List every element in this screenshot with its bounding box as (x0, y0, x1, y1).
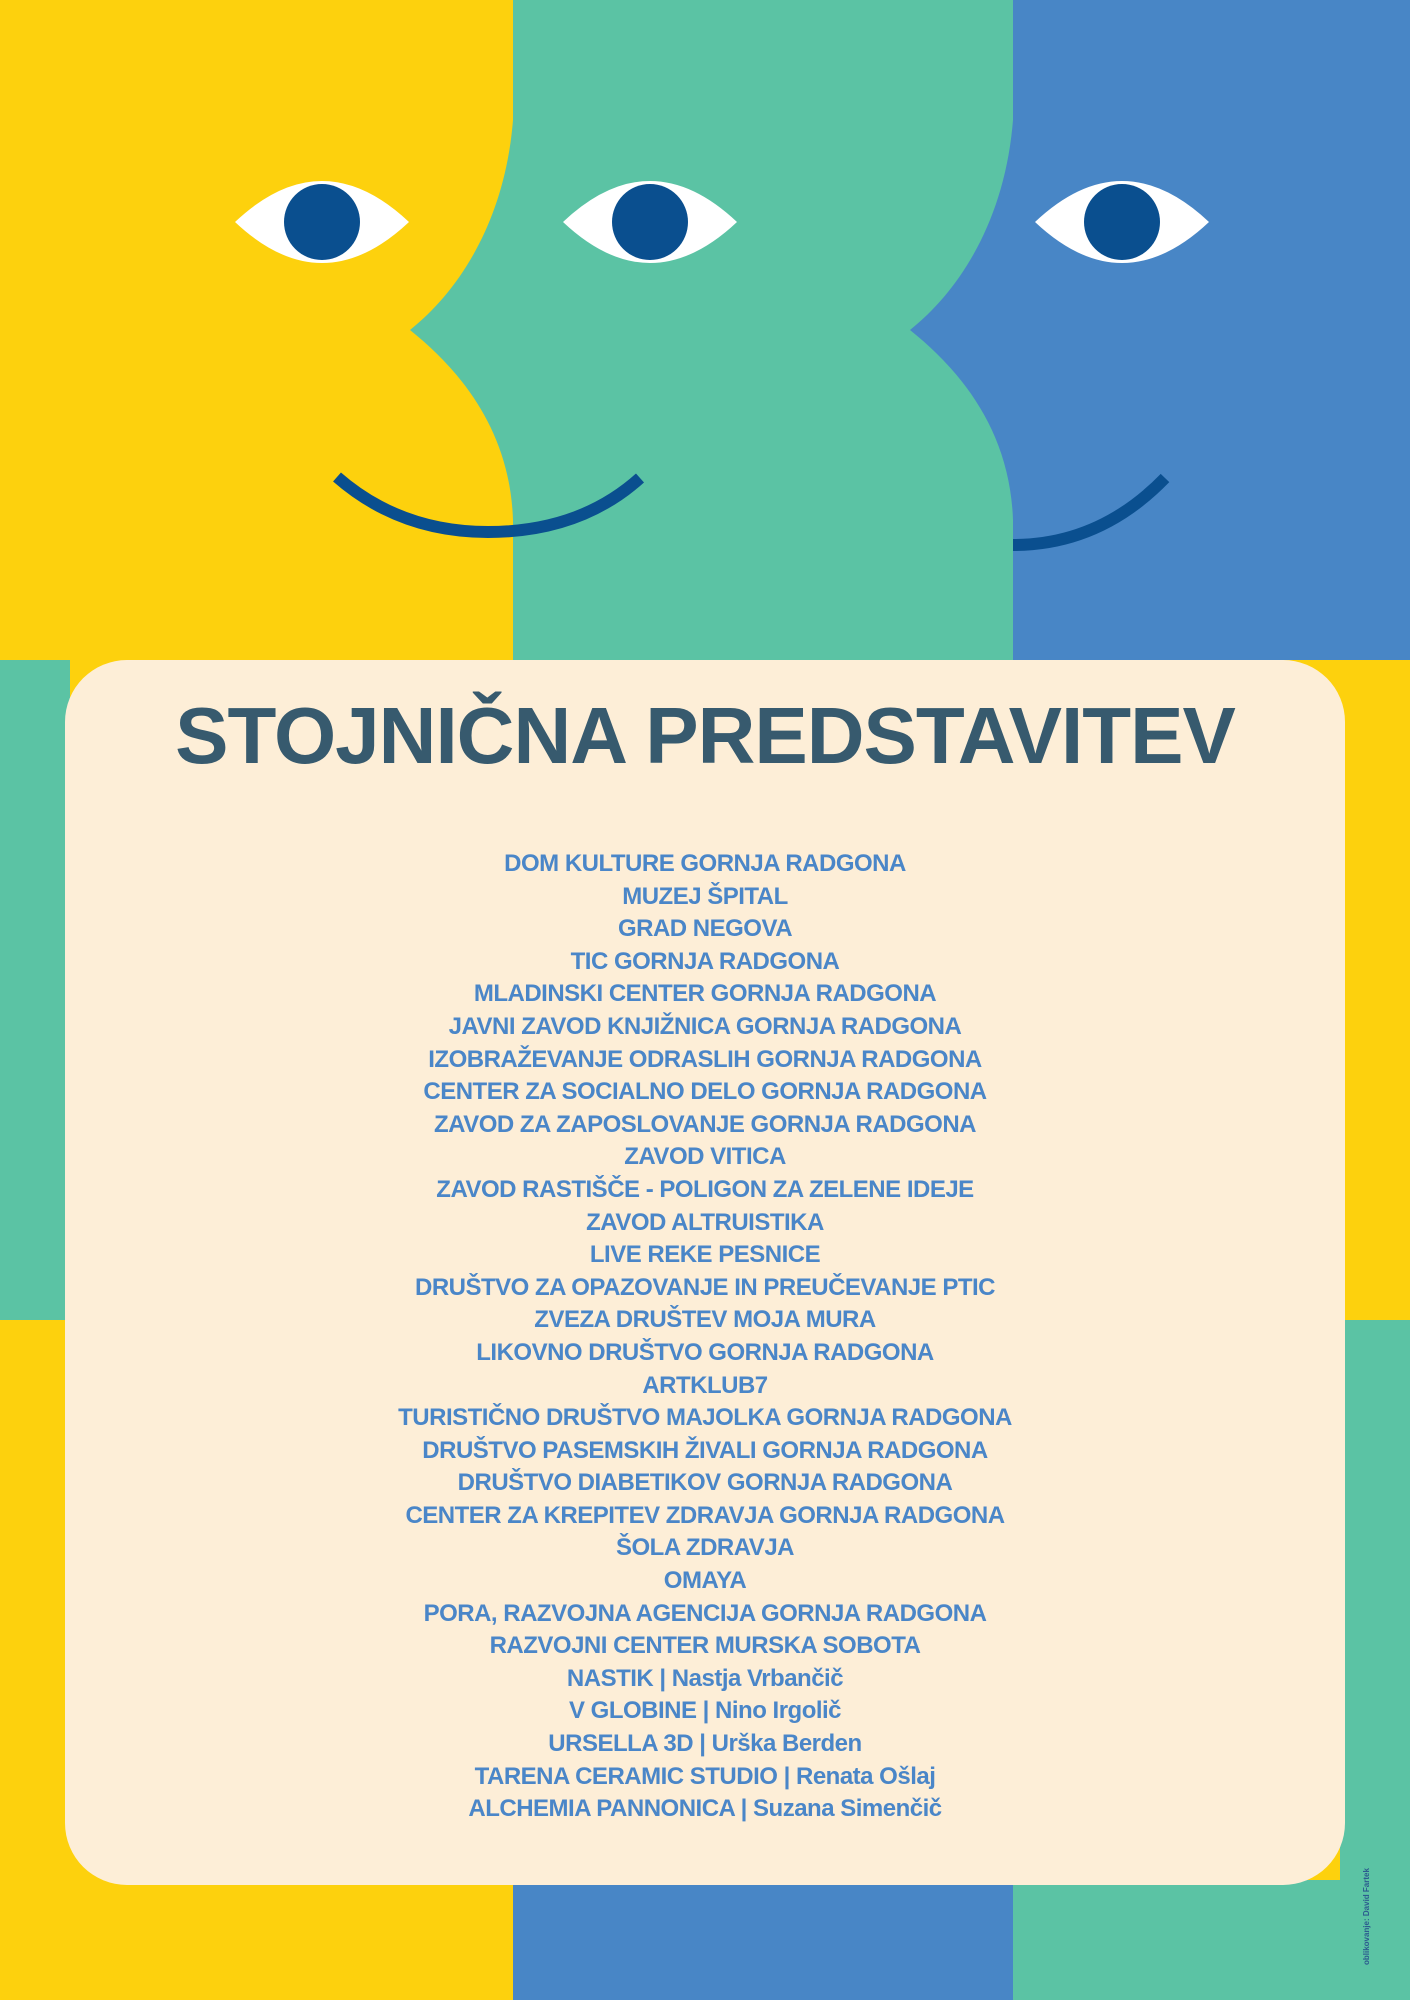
list-item: ŠOLA ZDRAVJA (615, 1534, 794, 1562)
list-item: PORA, RAZVOJNA AGENCIJA GORNJA RADGONA (423, 1599, 987, 1627)
list-item: V GLOBINE | Nino Irgolič (568, 1697, 842, 1725)
page-title: STOJNIČNA PREDSTAVITEV (175, 691, 1235, 780)
designer-credit: oblikovanje: David Fartek (1362, 1868, 1371, 1965)
list-item: ZAVOD VITICA (624, 1143, 786, 1171)
list-item: JAVNI ZAVOD KNJIŽNICA GORNJA RADGONA (448, 1012, 962, 1040)
list-item: MLADINSKI CENTER GORNJA RADGONA (473, 980, 937, 1008)
list-item: LIKOVNO DRUŠTVO GORNJA RADGONA (476, 1338, 934, 1366)
list-item: GRAD NEGOVA (617, 915, 793, 943)
list-item: ZAVOD ALTRUISTIKA (586, 1208, 824, 1236)
list-item: MUZEJ ŠPITAL (622, 882, 788, 910)
participant-list (0, 848, 1410, 1826)
list-item: ALCHEMIA PANNONICA | Suzana Simenčič (468, 1795, 942, 1823)
list-item: CENTER ZA KREPITEV ZDRAVJA GORNJA RADGONA (405, 1501, 1005, 1529)
list-item: DRUŠTVO DIABETIKOV GORNJA RADGONA (457, 1469, 953, 1497)
list-item: ZAVOD ZA ZAPOSLOVANJE GORNJA RADGONA (433, 1110, 977, 1138)
list-item: ZVEZA DRUŠTEV MOJA MURA (534, 1306, 876, 1334)
list-item: CENTER ZA SOCIALNO DELO GORNJA RADGONA (423, 1078, 987, 1106)
list-item: TURISTIČNO DRUŠTVO MAJOLKA GORNJA RADGONA (398, 1404, 1012, 1432)
list-item: RAZVOJNI CENTER MURSKA SOBOTA (489, 1632, 921, 1660)
bg-bottom-blue (513, 1880, 1013, 2000)
list-item: DRUŠTVO ZA OPAZOVANJE IN PREUČEVANJE PTIC (414, 1273, 995, 1301)
list-item: NASTIK | Nastja Vrbančič (566, 1664, 844, 1692)
list-item: URSELLA 3D | Urška Berden (548, 1730, 862, 1758)
list-item: DOM KULTURE GORNJA RADGONA (504, 850, 906, 877)
list-item: IZOBRAŽEVANJE ODRASLIH GORNJA RADGONA (428, 1045, 982, 1073)
list-item: LIVE REKE PESNICE (589, 1241, 821, 1269)
list-item: TIC GORNJA RADGONA (570, 947, 840, 975)
list-item: ZAVOD RASTIŠČE - POLIGON ZA ZELENE IDEJE (436, 1175, 974, 1203)
list-item: OMAYA (663, 1567, 747, 1595)
list-item: DRUŠTVO PASEMSKIH ŽIVALI GORNJA RADGONA (422, 1436, 988, 1464)
bg-bottom-green (1013, 1880, 1410, 2000)
list-item: TARENA CERAMIC STUDIO | Renata Ošlaj (474, 1762, 936, 1790)
list-item: ARTKLUB7 (642, 1371, 768, 1399)
faces-illustration (0, 0, 1410, 660)
